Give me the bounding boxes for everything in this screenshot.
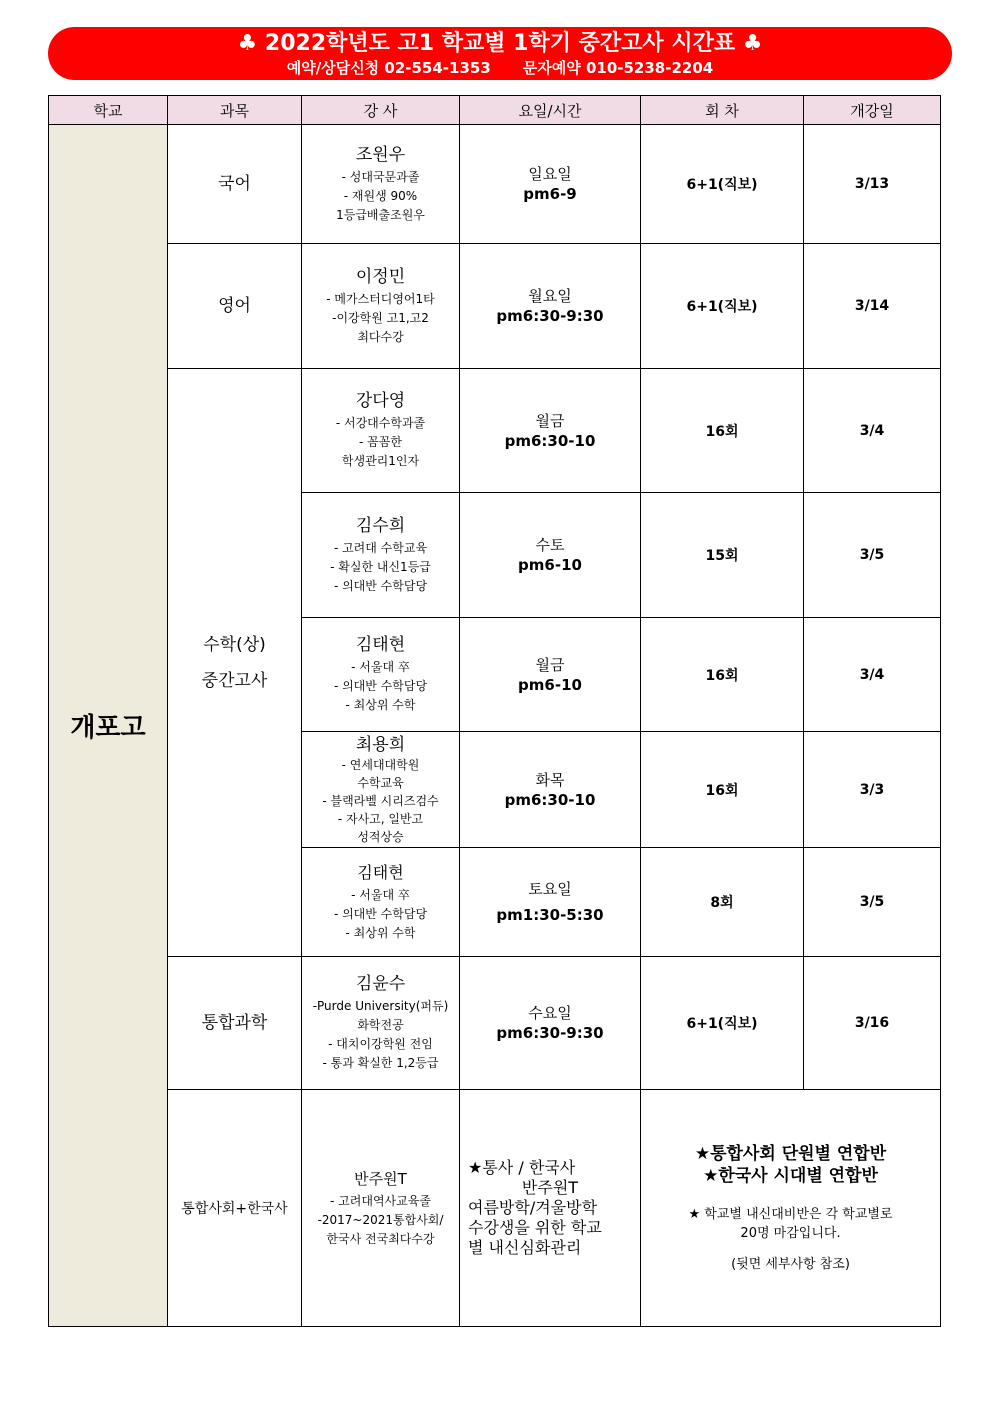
teacher-cell [302, 493, 460, 618]
teacher-name: 조원우 [355, 144, 406, 165]
daytime-cell [460, 957, 641, 1090]
subject-cell: 국어 [168, 125, 302, 244]
union-class-line: ★한국사 시대별 연합반 [703, 1165, 878, 1186]
time-text: pm1:30-5:30 [496, 906, 604, 924]
start-cell: 3/5 [804, 493, 941, 618]
teacher-cell [302, 244, 460, 369]
table-row [49, 957, 941, 1090]
header-row [49, 96, 941, 125]
teacher-cell [302, 957, 460, 1090]
teacher-cell [302, 732, 460, 848]
capacity-note: 20명 마감입니다. [740, 1225, 841, 1241]
teacher-desc: -이강학원 고1,고2 [332, 310, 429, 325]
day-text: 월금 [535, 411, 565, 430]
social-note-line: 반주원T [521, 1178, 579, 1197]
count-cell: 16회 [641, 369, 804, 493]
teacher-name: 반주원T [354, 1169, 407, 1188]
table-row [49, 244, 941, 369]
teacher-desc: 1등급배출조원우 [336, 207, 425, 222]
teacher-desc: - 서강대수학과졸 [335, 416, 426, 430]
time-text: pm6-10 [518, 675, 582, 694]
teacher-desc: - 최상위 수학 [345, 925, 416, 940]
time-text: pm6:30-9:30 [496, 1024, 604, 1042]
col-daytime: 요일/시간 [460, 96, 641, 125]
time-text: pm6:30-10 [504, 431, 596, 450]
daytime-cell [460, 244, 641, 369]
teacher-desc: 화학전공 [357, 1018, 404, 1032]
social-note-line: 수강생을 위한 학교 [468, 1218, 602, 1237]
time-text: pm6:30-10 [504, 790, 596, 809]
teacher-desc: - 대치이강학원 전임 [328, 1037, 433, 1051]
table-row [49, 1090, 941, 1327]
teacher-name: 김태현 [357, 862, 404, 882]
contact-line [48, 59, 952, 77]
reference-note: (뒷면 세부사항 참조) [731, 1256, 850, 1272]
sms-phone: 문자예약 010-5238-2204 [522, 59, 714, 77]
count-cell: 15회 [641, 493, 804, 618]
col-teacher: 강 사 [302, 96, 460, 125]
teacher-desc: - 의대반 수학담당 [333, 578, 428, 593]
teacher-name: 김윤수 [355, 974, 406, 994]
count-cell: 8회 [641, 848, 804, 957]
count-cell: 6+1(직보) [641, 125, 804, 244]
day-text: 월금 [535, 655, 565, 674]
daytime-cell [460, 732, 641, 848]
day-text: 토요일 [528, 880, 572, 898]
col-count: 회 차 [641, 96, 804, 125]
time-text: pm6-9 [523, 185, 577, 203]
teacher-cell [302, 369, 460, 493]
daytime-cell [460, 369, 641, 493]
teacher-desc: - 의대반 수학담당 [333, 906, 428, 921]
start-cell: 3/4 [804, 369, 941, 493]
page-title: ♣ 2022학년도 고1 학교별 1학기 중간고사 시간표 ♣ [237, 31, 763, 56]
teacher-desc: - 성대국문과졸 [341, 169, 420, 184]
subject-cell: 통합사회+한국사 [168, 1090, 302, 1327]
social-note-line: 여름방학/겨울방학 [468, 1198, 598, 1217]
subject-cell-math [168, 369, 302, 957]
teacher-desc: - 최상위 수학 [345, 698, 416, 712]
social-info-cell [641, 1090, 941, 1327]
math-subject-line: 수학(상) [203, 634, 266, 655]
daytime-cell [460, 618, 641, 732]
subject-cell: 영어 [168, 244, 302, 369]
teacher-cell [302, 1090, 460, 1327]
start-cell: 3/14 [804, 244, 941, 369]
teacher-cell [302, 618, 460, 732]
count-cell: 16회 [641, 732, 804, 848]
day-text: 수토 [535, 536, 565, 554]
start-cell: 3/5 [804, 848, 941, 957]
start-cell: 3/13 [804, 125, 941, 244]
teacher-name: 김태현 [355, 635, 406, 655]
daytime-cell [460, 493, 641, 618]
start-cell: 3/16 [804, 957, 941, 1090]
table-row [49, 369, 941, 493]
teacher-desc: -Purde University(퍼듀) [312, 999, 449, 1013]
time-text: pm6-10 [518, 556, 582, 574]
teacher-name: 최용희 [355, 734, 406, 755]
daytime-cell [460, 848, 641, 957]
teacher-desc: - 재원생 90% [343, 188, 418, 203]
teacher-name: 이정민 [355, 266, 406, 287]
teacher-name: 강다영 [355, 391, 406, 411]
day-text: 월요일 [528, 287, 572, 305]
title-banner [48, 27, 952, 80]
teacher-name: 김수희 [355, 515, 406, 536]
teacher-desc: - 블랙라벨 시리즈검수 [322, 793, 439, 808]
schedule-table [48, 95, 941, 1327]
subject-cell: 통합과학 [168, 957, 302, 1090]
teacher-desc: 최다수강 [357, 329, 404, 344]
social-note-cell [460, 1090, 641, 1327]
teacher-desc: - 고려대역사교육졸 [330, 1193, 431, 1208]
teacher-desc: 학생관리1인자 [341, 454, 420, 468]
teacher-desc: 성적상승 [357, 829, 404, 844]
time-text: pm6:30-9:30 [496, 307, 604, 325]
teacher-desc: -2017~2021통합사회/ [317, 1212, 444, 1227]
social-note-line: 별 내신심화관리 [468, 1238, 582, 1257]
count-cell: 6+1(직보) [641, 244, 804, 369]
start-cell: 3/3 [804, 732, 941, 848]
col-school: 학교 [49, 96, 168, 125]
teacher-cell [302, 125, 460, 244]
school-name: 개포고 [49, 125, 168, 1327]
union-class-line: ★통합사회 단원별 연합반 [694, 1143, 887, 1164]
teacher-desc: - 서울대 卒 [351, 660, 410, 674]
day-text: 일요일 [528, 165, 572, 183]
table-row [49, 125, 941, 244]
teacher-cell [302, 848, 460, 957]
math-subject-line: 중간고사 [201, 670, 268, 691]
teacher-desc: - 의대반 수학담당 [333, 679, 428, 693]
day-text: 화목 [535, 770, 565, 789]
daytime-cell [460, 125, 641, 244]
start-cell: 3/4 [804, 618, 941, 732]
count-cell: 6+1(직보) [641, 957, 804, 1090]
teacher-desc: - 통과 확실한 1,2등급 [322, 1056, 439, 1070]
teacher-desc: - 꼼꼼한 [359, 435, 402, 449]
teacher-desc: 한국사 전국최다수강 [326, 1231, 435, 1246]
reserve-phone: 예약/상담신청 02-554-1353 [286, 59, 491, 77]
teacher-desc: - 고려대 수학교육 [333, 540, 428, 555]
teacher-desc: - 메가스터디영어1타 [326, 291, 435, 306]
teacher-desc: - 연세대대학원 [341, 757, 420, 772]
social-note-line: ★통사 / 한국사 [468, 1158, 576, 1177]
teacher-desc: - 확실한 내신1등급 [330, 559, 431, 574]
day-text: 수요일 [528, 1004, 572, 1022]
capacity-note: ★ 학교별 내신대비반은 각 학교별로 [688, 1206, 893, 1222]
count-cell: 16회 [641, 618, 804, 732]
teacher-desc: - 서울대 卒 [351, 887, 410, 902]
teacher-desc: - 자사고, 일반고 [337, 811, 424, 826]
col-start: 개강일 [804, 96, 941, 125]
col-subject: 과목 [168, 96, 302, 125]
teacher-desc: 수학교육 [357, 775, 404, 790]
